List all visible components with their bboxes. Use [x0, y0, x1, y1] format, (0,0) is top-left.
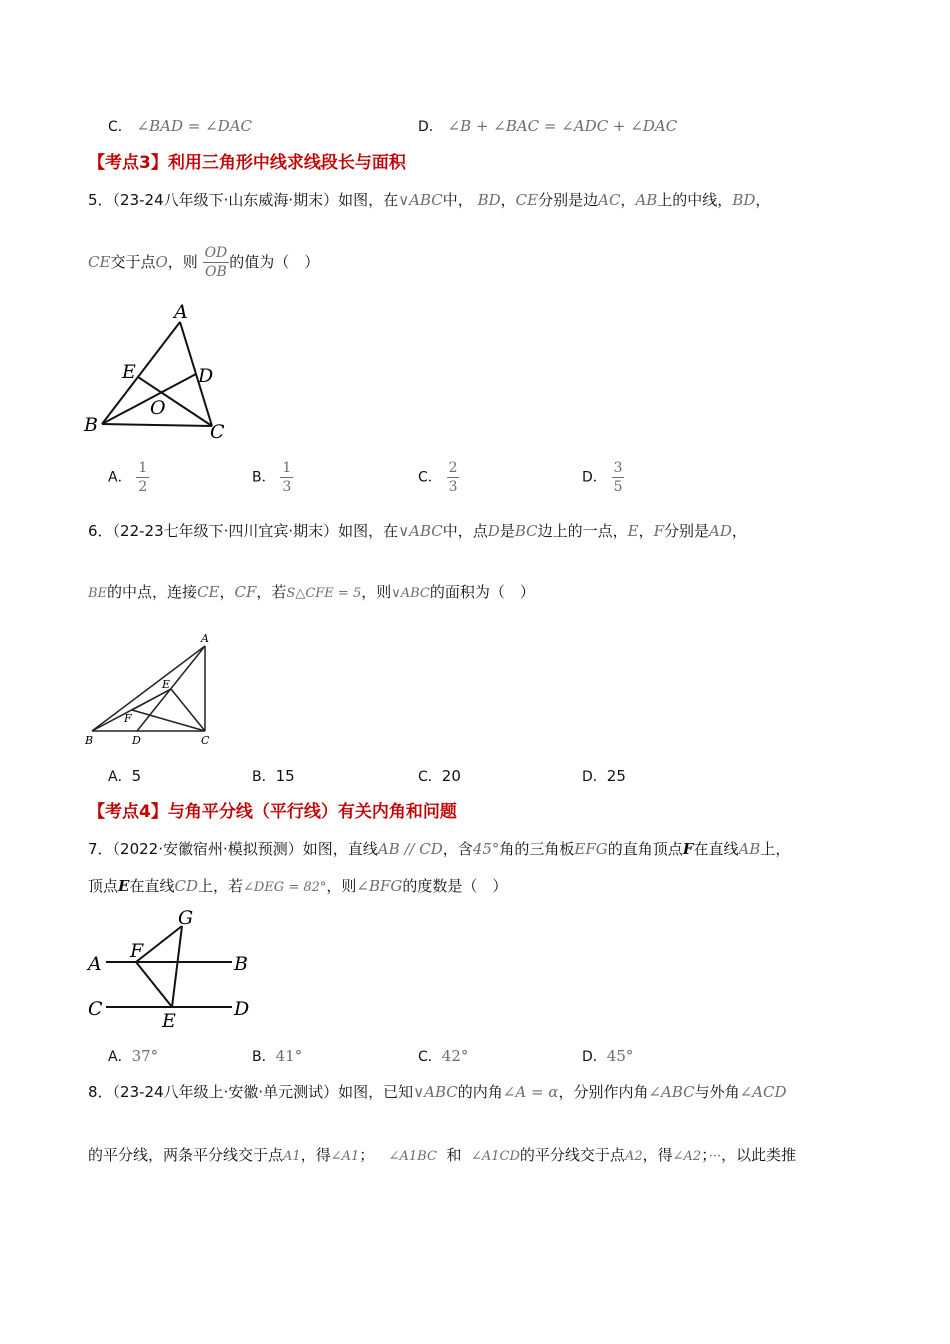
label-d: D	[198, 365, 214, 387]
label-c: C	[201, 734, 210, 747]
label-f: F	[130, 940, 144, 962]
label-a: A	[174, 301, 188, 323]
q6-option-d[interactable]: D．25	[582, 767, 626, 785]
label-d: D	[132, 734, 141, 747]
section-heading-3: 【考点3】利用三角形中线求线段长与面积	[88, 153, 406, 173]
q7-parallel-lines-figure	[84, 904, 264, 1034]
line-bc	[102, 424, 212, 426]
line-fe	[136, 962, 172, 1007]
label-g: G	[178, 907, 194, 929]
line-ba	[102, 322, 180, 424]
q7-line2: 顶点E在直线CD上，若∠DEG = 82°，则∠BFG的度数是（ ）	[88, 877, 508, 895]
q5-line1: 5．（23-24八年级下·山东威海·期末）如图，在∨ABC中， BD，CE分别是边AC，AB上的中线，BD，	[88, 191, 771, 209]
label-d: D	[234, 998, 250, 1020]
label-b: B	[84, 414, 98, 436]
q7-line1: 7．（2022·安徽宿州·模拟预测）如图，直线AB // CD，含45°角的三角板EFG的直角顶点F在直线AB上，	[88, 840, 791, 858]
q5-triangle-figure	[80, 298, 240, 448]
q6-triangle-figure	[82, 628, 222, 753]
q5-option-a[interactable]: A． $\frac{1}{2}$	[108, 460, 148, 495]
q6-line1: 6．（22-23七年级下·四川宜宾·期末）如图，在∨ABC中，点D是BC边上的一点，E，F分别是AD，	[88, 522, 747, 540]
section-heading-4: 【考点4】与角平分线（平行线）有关内角和问题	[88, 802, 457, 822]
q5-line2: CE交于点O，则 $\frac{OD}{OB}$ 的值为（ ）	[88, 245, 320, 280]
label-e: E	[162, 1010, 176, 1032]
label-b: B	[234, 953, 248, 975]
line-fe	[132, 689, 171, 710]
q4-option-c[interactable]: C． ∠BAD = ∠DAC	[108, 117, 253, 135]
q6-option-c[interactable]: C．20	[418, 767, 461, 785]
q6-option-b[interactable]: B．15	[252, 767, 295, 785]
q5-option-c[interactable]: C． $\frac{2}{3}$	[418, 460, 458, 495]
q5-option-d[interactable]: D． $\frac{3}{5}$	[582, 460, 623, 495]
line-ce	[171, 689, 205, 731]
label-e: E	[122, 361, 136, 383]
label-c: C	[210, 421, 225, 443]
label-e: E	[162, 678, 171, 691]
q4-option-d[interactable]: D． ∠B + ∠BAC = ∠ADC + ∠DAC	[418, 117, 678, 135]
q6-line2: BE的中点，连接CE，CF，若S△CFE = 5，则∨ABC的面积为（ ）	[88, 583, 535, 601]
label-a: A	[88, 953, 102, 975]
q5-fraction: $\frac{OD}{OB}$	[204, 245, 228, 280]
q7-option-b[interactable]: B．41°	[252, 1047, 303, 1065]
q5-option-b[interactable]: B． $\frac{1}{3}$	[252, 460, 292, 495]
label-f: F	[124, 712, 132, 725]
q8-line1: 8．（23-24八年级上·安徽·单元测试）如图，已知∨ABC的内角∠A = α，分别作内角∠ABC与外角∠ACD	[88, 1083, 787, 1101]
line-cf	[132, 710, 205, 731]
label-a: A	[201, 632, 209, 645]
line-ge	[172, 926, 182, 1007]
label-c: C	[88, 998, 103, 1020]
q8-line2: 的平分线，两条平分线交于点A1，得∠A1； ∠A1BC 和 ∠A1CD的平分线交于点A2，得∠A2；···，以此类推	[88, 1146, 797, 1164]
q6-option-a[interactable]: A．5	[108, 767, 142, 785]
label-o: O	[150, 397, 166, 419]
q7-option-a[interactable]: A．37°	[108, 1047, 159, 1065]
line-ba	[92, 646, 205, 731]
q7-option-d[interactable]: D．45°	[582, 1047, 634, 1065]
median-bd	[102, 374, 196, 424]
label-b: B	[85, 734, 94, 747]
q7-option-c[interactable]: C．42°	[418, 1047, 469, 1065]
